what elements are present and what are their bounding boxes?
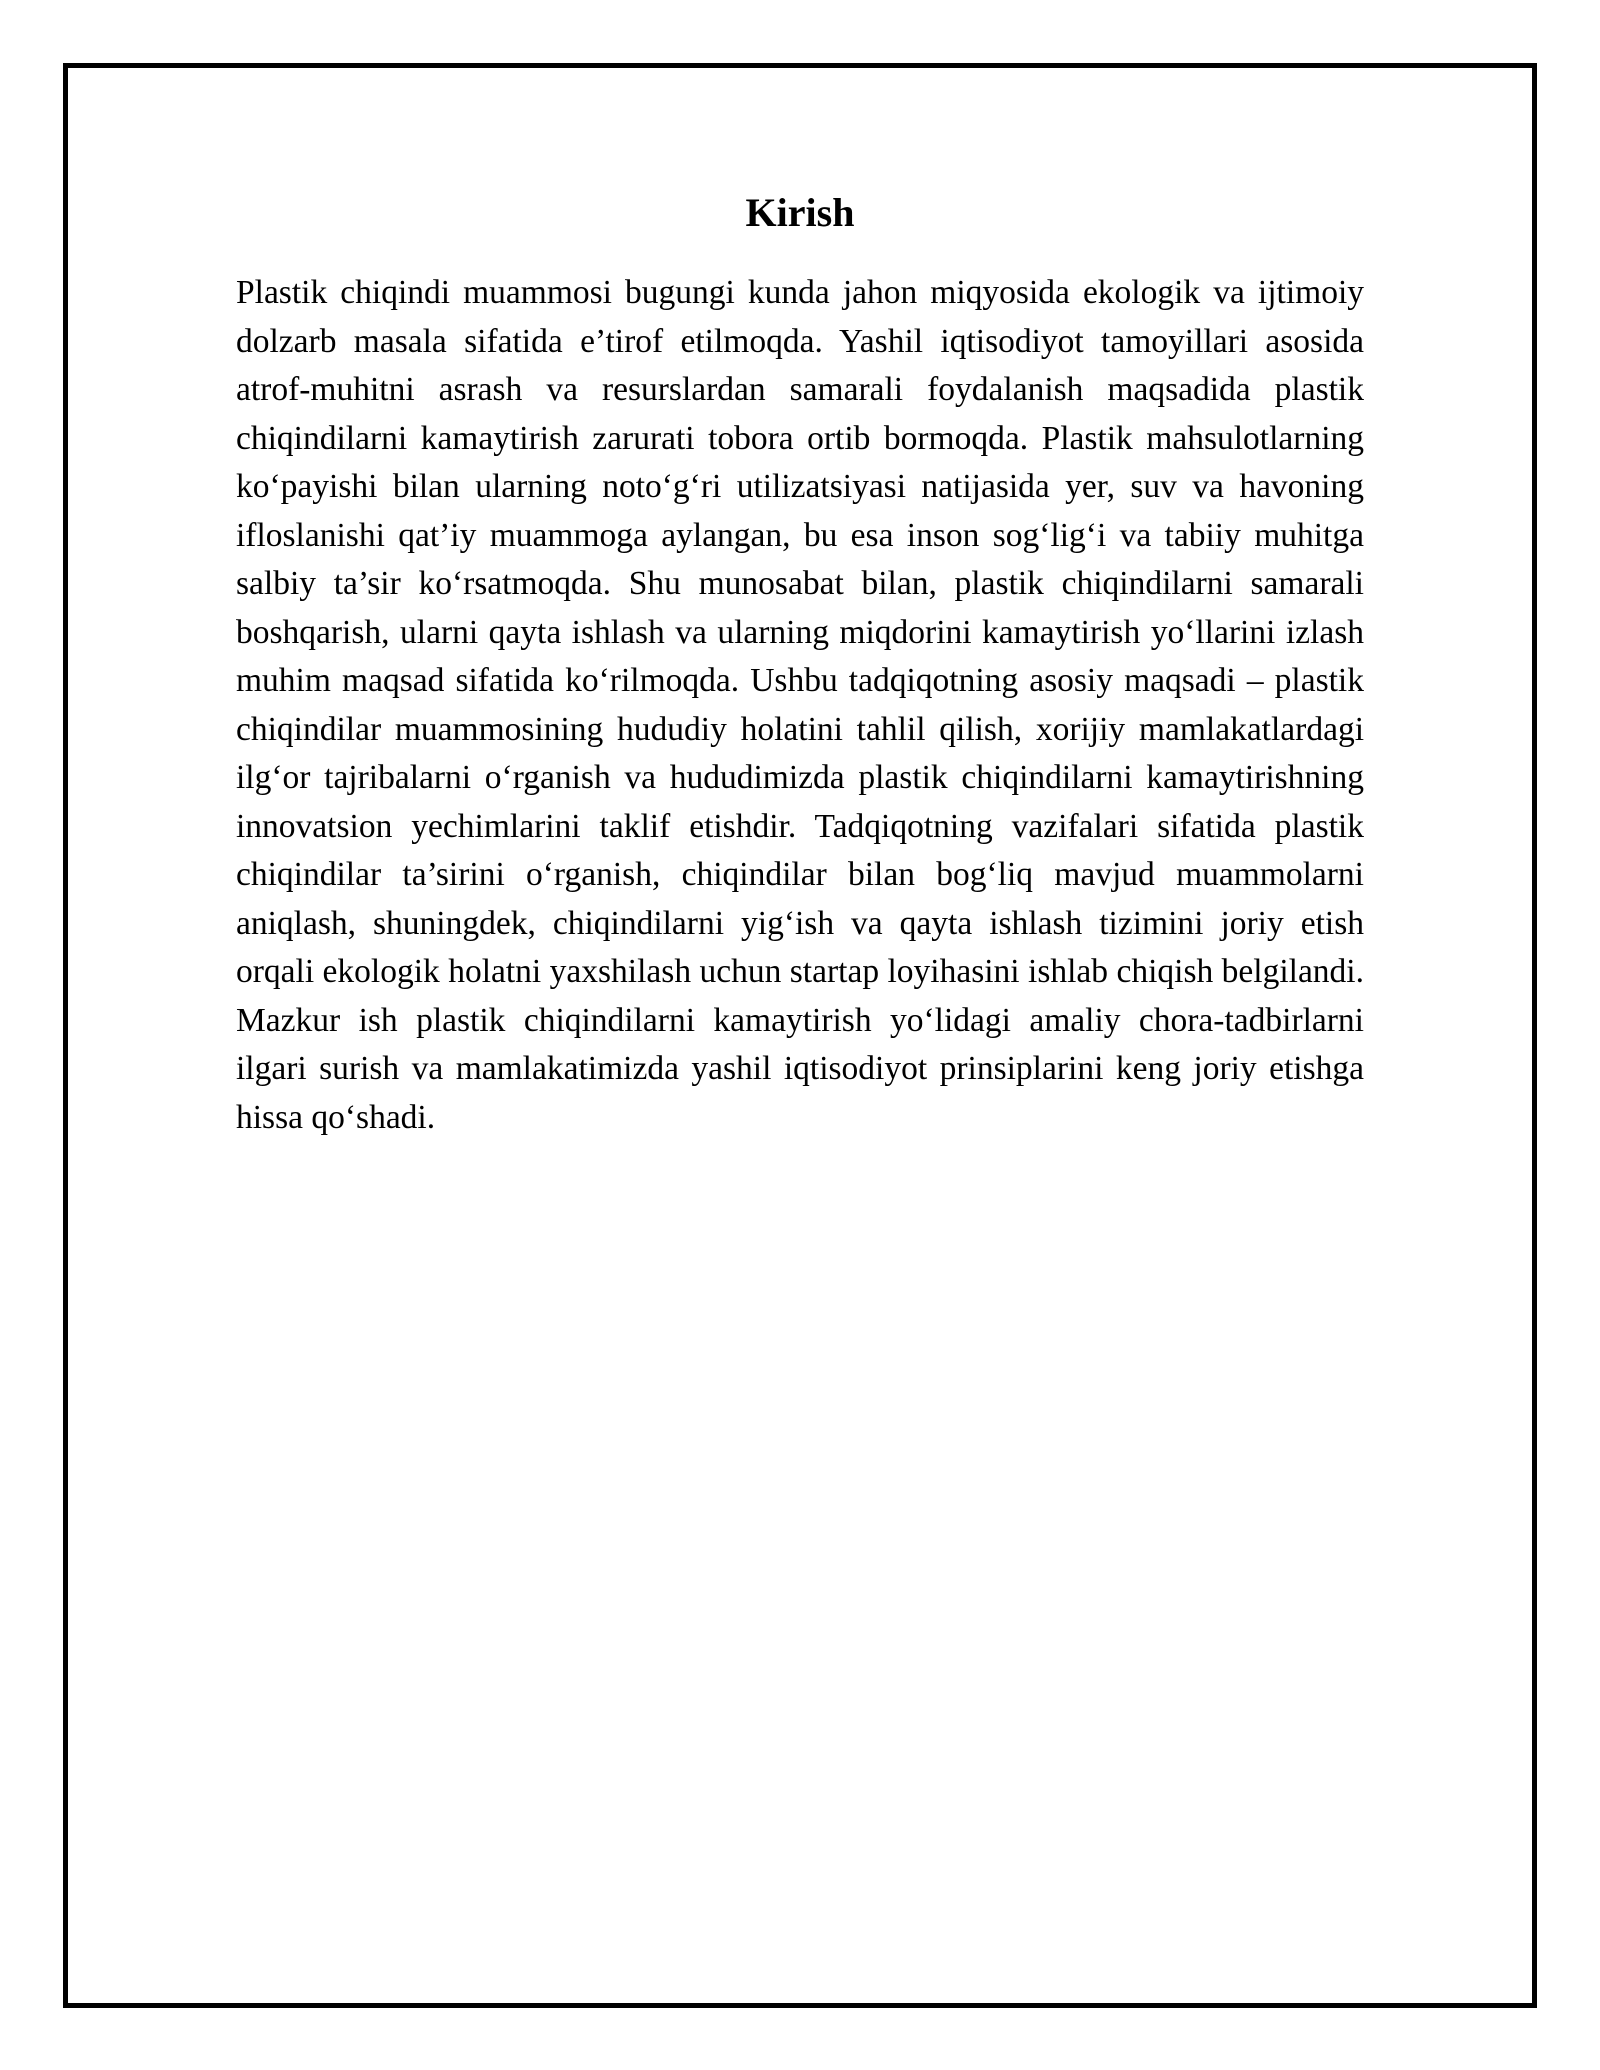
document-content [236, 185, 1364, 1142]
section-title: Kirish [745, 190, 855, 235]
body-paragraph: Plastik chiqindi muammosi bugungi kunda jahon miqyosida ekologik va ijtimoiy dolzarb masala sifatida e’tirof etilmoqda. Yashil iqtisodiyot tamoyillari asosida atrof-muhitni asrash va resurslardan samarali foydalanish maqsadida plastik chiqindilarni kamaytirish zarurati tobora ortib bormoqda. Plastik mahsulotlarning ko‘payishi bilan ularning noto‘g‘ri utilizatsiyasi natijasida yer, suv va havoning ifloslanishi qat’iy muammoga aylangan, bu esa inson sog‘lig‘i va tabiiy muhitga salbiy ta’sir ko‘rsatmoqda. Shu munosabat bilan, plastik chiqindilarni samarali boshqarish, ularni qayta ishlash va ularning miqdorini kamaytirish yo‘llarini izlash muhim maqsad sifatida ko‘rilmoqda. Ushbu tadqiqotning asosiy maqsadi – plastik chiqindilar muammosining hududiy holatini tahlil qilish, xorijiy mamlakatlardagi ilg‘or tajribalarni o‘rganish va hududimizda plastik chiqindilarni kamaytirishning innovatsion yechimlarini taklif etishdir. Tadqiqotning vazifalari sifatida plastik chiqindilar ta’sirini o‘rganish, chiqindilar bilan bog‘liq mavjud muammolarni aniqlash, shuningdek, chiqindilarni yig‘ish va qayta ishlash tizimini joriy etish orqali ekologik holatni yaxshilash uchun startap loyihasini ishlab chiqish belgilandi. Mazkur ish plastik chiqindilarni kamaytirish yo‘lidagi amaliy chora-tadbirlarni ilgari surish va mamlakatimizda yashil iqtisodiyot prinsiplarini keng joriy etishga hissa qo‘shadi. [236, 274, 1364, 1136]
